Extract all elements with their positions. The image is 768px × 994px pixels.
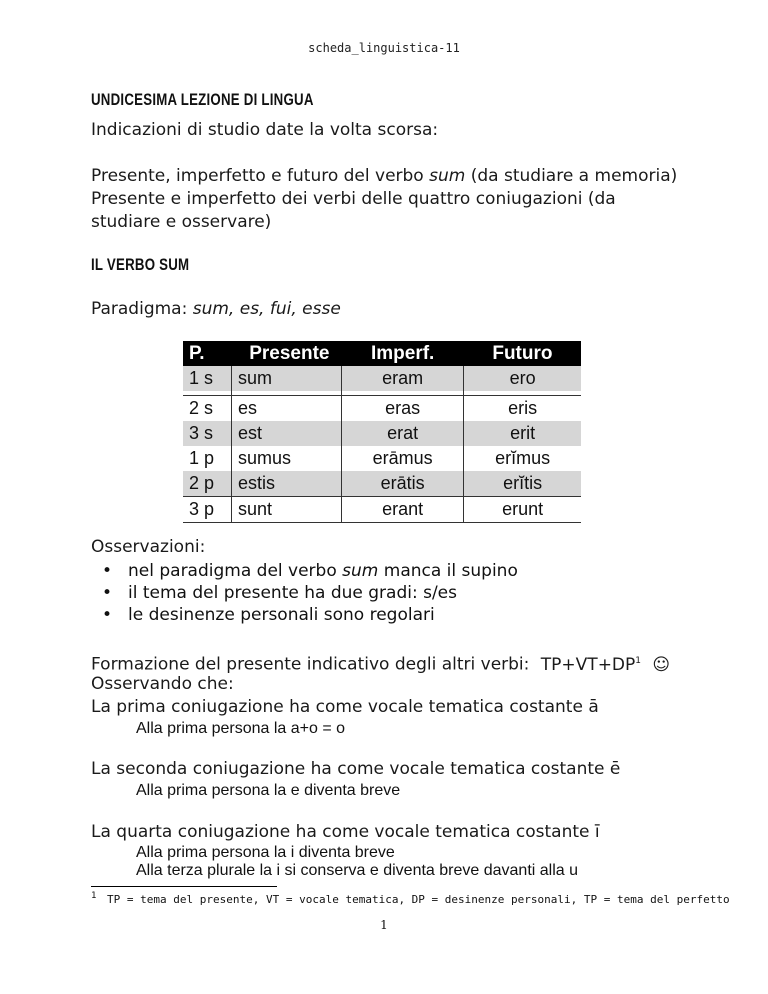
text-segment: manca il supino <box>378 561 518 581</box>
imperf-cell: eras <box>342 396 464 422</box>
imperf-cell: eram <box>342 366 464 391</box>
bullet-icon: • <box>102 605 113 625</box>
formation-formula: TP+VT+DP <box>540 654 636 675</box>
italic-verb: sum <box>429 166 466 186</box>
futuro-cell: erĭmus <box>464 446 581 471</box>
table-row <box>183 366 581 391</box>
study-paragraph-2-line2: studiare e osservare) <box>91 212 272 232</box>
footnote-divider <box>91 886 277 887</box>
fourth-conjugation-note-2: Alla terza plurale la i si conserva e diventa breve davanti alla u <box>136 862 579 879</box>
list-item <box>98 582 518 604</box>
paradigm-line <box>91 298 341 321</box>
person-cell: 2 s <box>183 396 232 422</box>
person-cell: 1 s <box>183 366 232 391</box>
person-cell: 3 s <box>183 421 232 446</box>
bullet-icon: • <box>102 561 113 581</box>
table-row <box>183 446 581 471</box>
header-futuro: Futuro <box>464 341 581 366</box>
first-conjugation: La prima coniugazione ha come vocale tematica costante ā <box>91 697 599 717</box>
imperf-cell: erat <box>342 421 464 446</box>
study-indications-label: Indicazioni di studio date la volta scorsa: <box>91 120 439 140</box>
smiley-icon: ☺ <box>652 654 671 675</box>
presente-cell: est <box>232 421 342 446</box>
header-imperfetto: Imperf. <box>342 341 464 366</box>
futuro-cell: erit <box>464 421 581 446</box>
text-segment: Presente, imperfetto e futuro del verbo <box>91 166 430 186</box>
presente-cell: sum <box>232 366 342 391</box>
list-item-text: il tema del presente ha due gradi: s/es <box>128 583 457 603</box>
paradigm-label: Paradigma: <box>91 299 193 319</box>
person-cell: 1 p <box>183 446 232 471</box>
footnote-ref: 1 <box>635 656 642 666</box>
footnote <box>91 891 730 906</box>
study-paragraph-1 <box>91 165 677 188</box>
table-header-row <box>183 341 581 366</box>
bullet-icon: • <box>102 583 113 603</box>
table-row <box>183 497 581 523</box>
lesson-title: UNDICESIMA LEZIONE DI LINGUA <box>91 90 314 109</box>
fourth-conjugation-note-1: Alla prima persona la i diventa breve <box>136 844 395 861</box>
imperf-cell: erāmus <box>342 446 464 471</box>
table-row <box>183 471 581 497</box>
person-cell: 3 p <box>183 497 232 523</box>
study-paragraph-2-line1: Presente e imperfetto dei verbi delle quattro coniugazioni (da <box>91 189 616 209</box>
person-cell: 2 p <box>183 471 232 497</box>
presente-cell: estis <box>232 471 342 497</box>
italic-verb: sum <box>342 561 379 581</box>
header-person: P. <box>183 341 232 366</box>
second-conjugation: La seconda coniugazione ha come vocale tematica costante ē <box>91 759 621 779</box>
first-conjugation-note: Alla prima persona la a+o = o <box>136 720 346 737</box>
footnote-number: 1 <box>91 891 97 901</box>
presente-cell: sunt <box>232 497 342 523</box>
page-header-filename: scheda_linguistica-11 <box>308 41 460 55</box>
list-item-text: le desinenze personali sono regolari <box>128 605 435 625</box>
page-number: 1 <box>380 918 388 932</box>
futuro-cell: erĭtis <box>464 471 581 497</box>
observations-list <box>98 560 518 626</box>
table-row <box>183 396 581 422</box>
text-segment: (da studiare a memoria) <box>465 166 678 186</box>
list-item <box>98 604 518 626</box>
list-item <box>98 560 518 582</box>
paradigm-forms: sum, es, fui, esse <box>192 299 341 319</box>
presente-cell: sumus <box>232 446 342 471</box>
futuro-cell: ero <box>464 366 581 391</box>
imperf-cell: erātis <box>342 471 464 497</box>
second-conjugation-note: Alla prima persona la e diventa breve <box>136 782 401 799</box>
formation-text: Formazione del presente indicativo degli altri verbi: <box>91 654 530 675</box>
text-segment: nel paradigma del verbo <box>128 561 343 581</box>
table-row <box>183 421 581 446</box>
futuro-cell: erunt <box>464 497 581 523</box>
footnote-text: TP = tema del presente, VT = vocale tematica, DP = desinenze personali, TP = tema del perfetto <box>107 892 730 906</box>
section-title: IL VERBO SUM <box>91 255 190 274</box>
futuro-cell: eris <box>464 396 581 422</box>
imperf-cell: erant <box>342 497 464 523</box>
observations-label: Osservazioni: <box>91 537 206 557</box>
fourth-conjugation: La quarta coniugazione ha come vocale tematica costante ī <box>91 822 600 842</box>
verb-sum-table <box>183 341 581 523</box>
header-presente: Presente <box>232 341 342 366</box>
observing-label: Osservando che: <box>91 674 234 694</box>
presente-cell: es <box>232 396 342 422</box>
